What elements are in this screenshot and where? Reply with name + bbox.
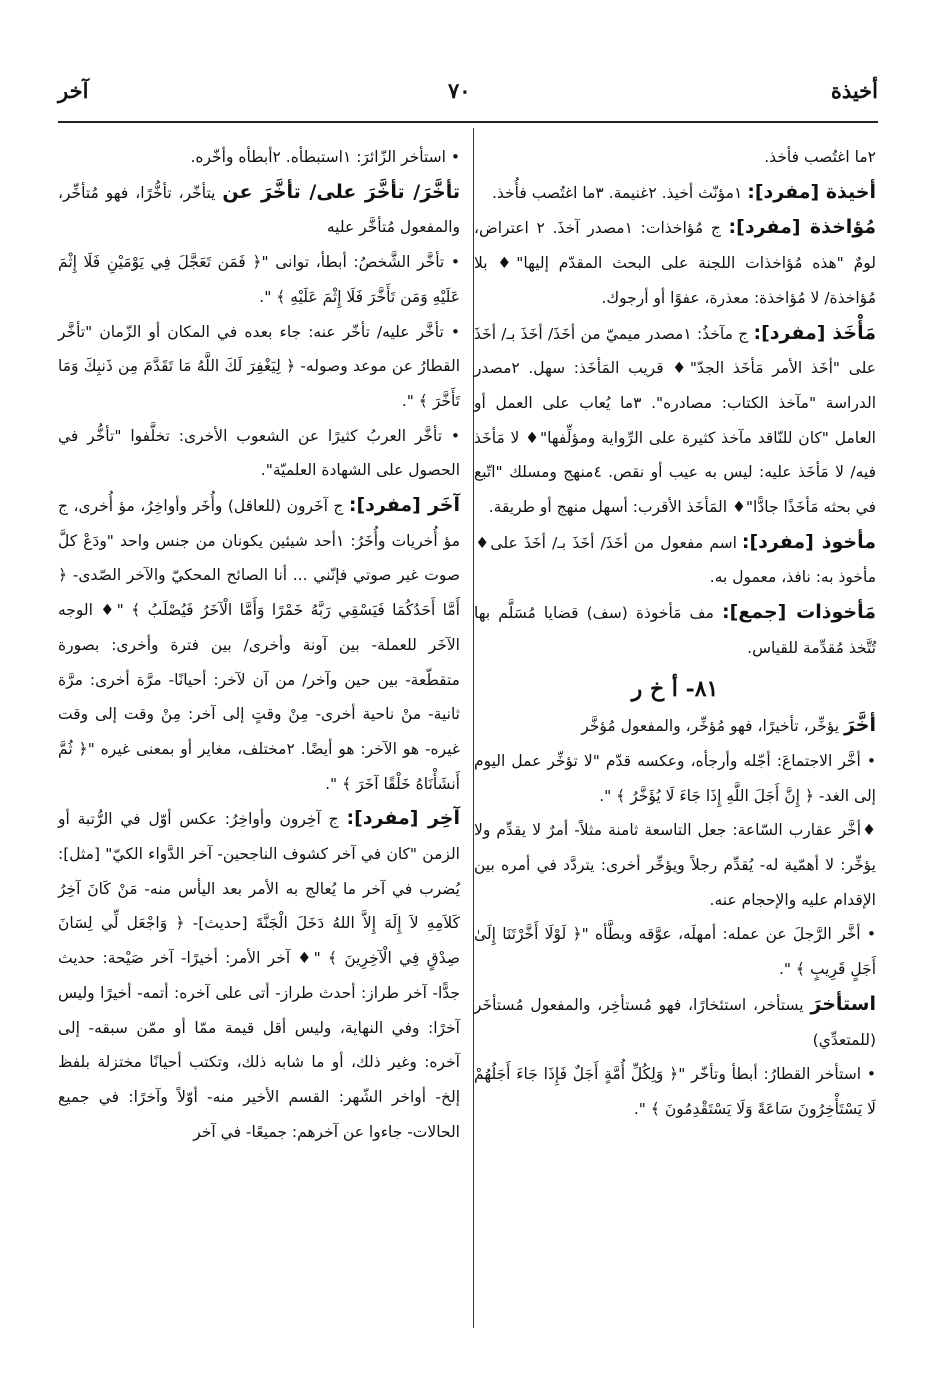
dictionary-entry: [474, 708, 876, 744]
definition-text: ٢ما اغتُصب فأخذ.: [764, 148, 876, 166]
entry-paragraph: [474, 744, 876, 813]
definition-text: ج آخِرون وأواخِرُ: عكس أوّل في الرُّتبة أو الزمن "كان في آخر كشوف الناجحين- آخر الدَّواء الكيّ" [مثل]: يُضرب في آخر ما يُعالج به الأمر بعد اليأس منه- مَنْ كَانَ آخِرُ كَلاَمِهِ لاَ إِلَهَ إِلاَّ اللهُ دَخَلَ الْجَنَّةَ [حديث]- ﴿ وَاجْعَل لِّي لِسَانَ صِدْقٍ فِي الْآخِرِينَ ﴾ "♦ آخر الأمر: أخيرًا- آخر صَيْحة: حديث جدًّا- آخر طراز: أحدث طراز- أتى على آخره: أتمه- أخيرًا وليس آخرًا: وفي النهاية، وليس أقل قيمة ممّا أو ممّن سبقه- إلى آخره: وغير ذلك، أو ما شابه ذلك، وتكتب أحيانًا مختزلة بلفظ إلخ- أواخر الشّهر: القسم الأخير منه- أوّلاً وآخرًا: في جميع الحالات- جاءوا عن آخرهم: جميعًا- في آخر: [58, 810, 460, 1141]
entry-paragraph: [58, 315, 460, 419]
definition-text: ج مُؤاخذات: ١مصدر آخذَ. ٢ اعتراض، لومٌ "هذه مُؤاخذات اللجنة على البحث المقدّم إليها"♦ بلا مُؤاخذة/ لا مُؤاخذة: معذرة، عفوًا أو أرجوك.: [474, 219, 876, 307]
definition-text: يؤخِّر، تأخيرًا، فهو مُؤخِّر، والمفعول مُؤخَّر: [581, 717, 844, 736]
definition-text: • تأخَّر عليه/ تأخّر عنه: جاء بعده في المكان أو الزّمان "تأخَّر القطارُ عن موعد وصوله- ﴿ لِيَغْفِرَ لَكَ اللَّهُ مَا تَقَدَّمَ مِن ذَنبِكَ وَمَا تَأَخَّرَ ﴾ ".: [58, 322, 460, 410]
definition-text: • استأخر القطارُ: أبطأ وتأخّر "﴿ وَلِكُلِّ أُمَّةٍ أَجَلٌ فَإِذَا جَاءَ أَجَلُهُمْ لَا يَسْتَأْخِرُونَ سَاعَةً وَلَا يَسْتَقْدِمُونَ ﴾ ".: [474, 1065, 876, 1118]
headword: أخَّرَ: [843, 714, 876, 737]
entry-paragraph: [474, 813, 876, 917]
headword: آخَر [مفرد]:: [348, 494, 460, 517]
dictionary-entry: [474, 175, 876, 211]
dictionary-entry: [58, 175, 460, 245]
definition-text: • أخَّر الرَّجلَ عن عمله: أمهلَه، عوَّقه وبطَّأه "﴿ لَوْلَا أَخَّرْتَنَا إِلَىٰ أَجَلٍ قَرِيبٍ ﴾ ".: [474, 925, 876, 979]
page-header: [58, 78, 878, 114]
entry-paragraph: [58, 140, 460, 175]
dictionary-entry: [474, 210, 876, 315]
entry-paragraph: [474, 1057, 876, 1126]
headword: استأخرَ: [810, 992, 876, 1015]
header-rule: [58, 121, 878, 123]
dictionary-entry: [58, 801, 460, 1149]
left-column: [58, 140, 460, 1149]
definition-text: • أخَّر الاجتماعَ: أجّله وأرجأه، وعكسه قدّم "لا تؤخِّر عمل اليوم إلى الغد- ﴿ إِنَّ أَجَلَ اللَّهِ إِذَا جَاءَ لَا يُؤَخَّرُ ﴾ ".: [474, 751, 876, 805]
page-number: ٧٠: [448, 78, 471, 103]
definition-text: • استأخر الزّائرَ: ١استبطأه. ٢أبطأه وأخّره.: [190, 148, 460, 166]
dictionary-entry: [474, 987, 876, 1057]
entry-paragraph: [58, 245, 460, 314]
definition-text: • تأخَّر العربُ كثيرًا عن الشعوب الأخرى: تخلَّفوا "تأخُّر في الحصول على الشهادة العلميّة".: [58, 426, 460, 480]
header-first-word: أخيذة: [830, 78, 878, 103]
headword: آخِر [مفرد]:: [346, 807, 460, 830]
definition-text: يتأخّر، تأخُّرًا، فهو مُتأخِّر، والمفعول مُتأخَّر عليه: [58, 183, 460, 237]
entry-paragraph: [474, 917, 876, 986]
headword: مُؤاخذة [مفرد]:: [728, 216, 876, 239]
definition-text: ♦أخَّر عقارب السّاعة: جعل التاسعة ثامنة مثلاً- أمرٌ لا يقدِّم ولا يؤخِّر: لا أهمّية له- يُقدِّم رجلاً ويؤخِّر أخرى: يتردَّد في أمره بين الإقدام عليه والإحجام عنه.: [474, 821, 876, 909]
entry-paragraph: [58, 419, 460, 488]
definition-text: ج مآخذُ: ١مصدر ميميّ من أخَذَ/ أخَذَ بـ/ أخَذَ على "أخَذ الأمر مَأخَذ الجدّ"♦ قريب المَأخَذ: سهل. ٢مصدر الدراسة "مآخذ الكتاب: مصادره". ٣ما يُعاب على العمل أو العامل "كان للنّاقد مآخذ كثيرة على الرِّواية ومؤلِّفها"♦ لا مَأخَذ فيه/ لا مَأخَذ عليه: ليس به عيب أو نقص. ٤منهج ومسلك "اتّبع في بحثه مَأخَذًا جادًّا"♦ المَأخَذ الأقرب: أسهل منهج أو طريقة.: [474, 324, 877, 517]
definition-text: يستأخر، استئخارًا، فهو مُستأخِر، والمفعول مُستأخَر (للمتعدِّي): [474, 995, 876, 1049]
headword: تأخَّرَ/ تأخَّرَ على/ تأخَّرَ عن: [222, 180, 460, 203]
header-last-word: آخر: [58, 78, 89, 103]
dictionary-entry: [58, 488, 460, 801]
right-column: [474, 140, 876, 1127]
definition-text: اسم مفعول من أخَذَ/ أخَذَ بـ/ أخَذَ على♦ مأخوذ به: نافذ، معمول به.: [474, 533, 876, 587]
headword: مَأْخَذ [مفرد]:: [753, 321, 876, 344]
dictionary-entry: [474, 595, 876, 665]
definition-text: مف مَأخوذة (سف) قضايا مُسَلَّم بها تُتَّخذ مُقدِّمة للقياس.: [474, 604, 876, 657]
definition-text: ج آخَرون (للعاقل) وأُخَر وأواخِرُ، مؤ أُخرى، ج مؤ أُخريات وأُخَرُ: ١أحد شيئين يكونان من جنس واحد "ودَعْ كلَّ صوت غير صوتي فإنّني ... أنا الصائح المحكيّ والآخر الصّدى- ﴿ أَمَّا أَحَدُكُمَا فَيَسْقِي رَبَّهُ خَمْرًا وَأَمَّا الْآخَرُ فَيُصْلَبُ ﴾ "♦ الوجه الآخَر للعملة- بين آونة وأخرى/ بين فترة وأخرى: بصورة متقطّعة- بين حين وآخر/ من آن لآخر: أحيانًا- مرَّة أخرى: مرَّة ثانية- منْ ناحية أخرى- مِنْ وقتٍ إلى آخر: مِنْ وقت إلى وقت غيره- هو الآخر: هو أيضًا. ٢مختلف، مغاير أو بمعنى غيره "﴿ ثُمَّ أَنشَأْنَاهُ خَلْقًا آخَرَ ﴾ ".: [58, 497, 460, 793]
dictionary-entry: [474, 316, 876, 525]
entry-paragraph: [474, 140, 876, 175]
definition-text: ١مؤنّث أخيذ. ٢غنيمة. ٣ما اغتُصب فأُخذ.: [491, 183, 748, 202]
section-heading: ٨١- أ خ ر: [631, 675, 719, 702]
headword: أخيذة [مفرد]:: [747, 180, 876, 203]
definition-text: • تأخَّر الشَّخصُ: أبطأ، توانى "﴿ فَمَن تَعَجَّلَ فِي يَوْمَيْنِ فَلَا إِثْمَ عَلَيْهِ وَمَن تَأَخَّرَ فَلَا إِثْمَ عَلَيْهِ ﴾ ".: [58, 253, 460, 306]
headword: مأخوذ [مفرد]:: [741, 530, 876, 553]
headword: مَأخوذات [جمع]:: [721, 601, 876, 624]
dictionary-entry: [474, 525, 876, 595]
